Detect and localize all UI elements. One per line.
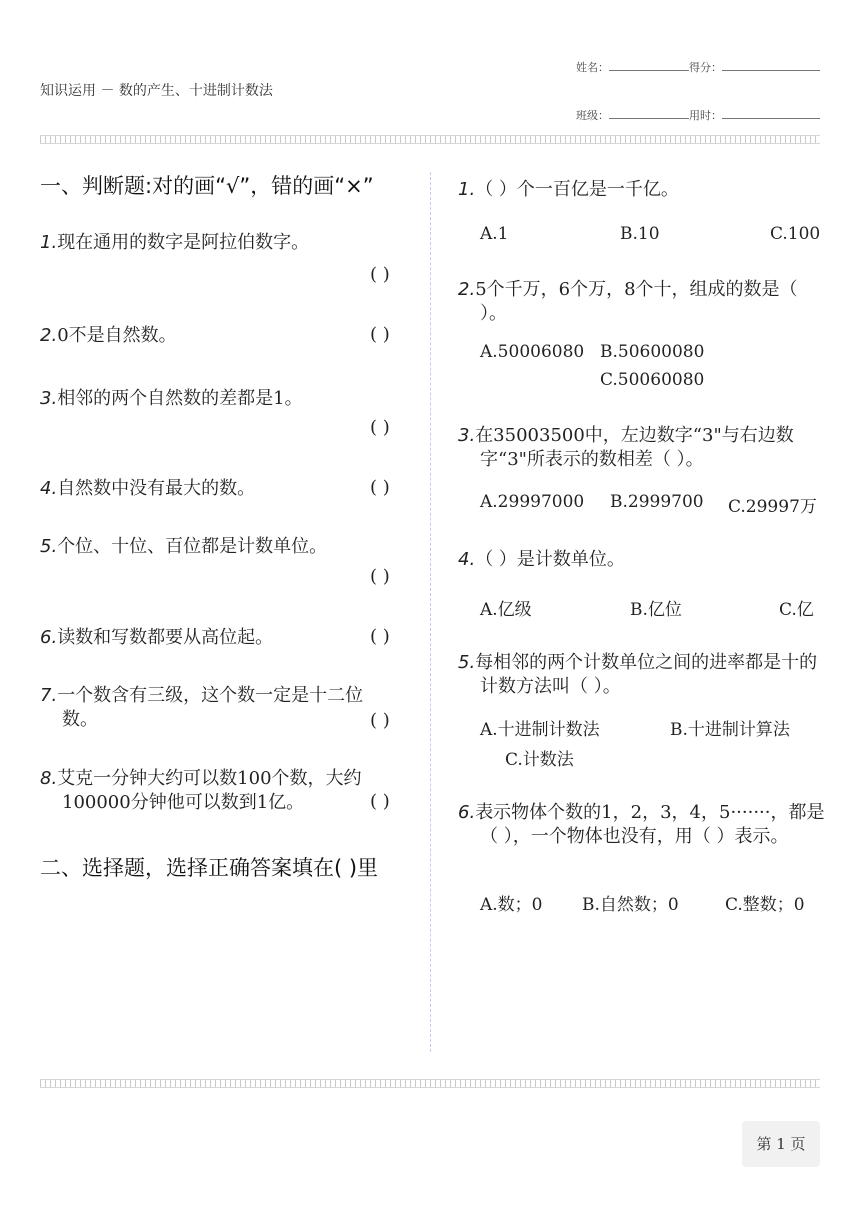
answer-paren-5[interactable]: ( ) (370, 566, 390, 587)
mc4-option-c[interactable]: C.亿 (779, 600, 814, 620)
bottom-border-pattern (40, 1079, 820, 1088)
question-text: 5个千万，6个万，8个十，组成的数是（ ）。 (475, 279, 798, 324)
item-text: 读数和写数都要从高位起。 (57, 627, 274, 648)
question-number: 2. (458, 279, 476, 300)
mc-question-5 (458, 651, 830, 699)
judge-item-1 (40, 231, 375, 255)
mc-question-4 (458, 548, 818, 572)
section2-title: 二、选择题，选择正确答案填在( )里 (40, 856, 379, 880)
judge-item-2 (40, 324, 375, 348)
judge-item-7 (40, 684, 392, 732)
top-border-pattern (40, 135, 820, 144)
time-blank[interactable] (722, 108, 820, 119)
item-number: 6. (40, 627, 58, 648)
item-number: 4. (40, 478, 58, 499)
question-number: 5. (458, 652, 476, 673)
judge-item-6 (40, 626, 375, 650)
mc2-option-a[interactable]: A.50006080 (480, 342, 585, 362)
item-text: 0不是自然数。 (57, 325, 177, 346)
item-number: 3. (40, 388, 58, 409)
question-text: 在35003500中，左边数字“3"与右边数字“3"所表示的数相差（ ）。 (475, 425, 794, 470)
mc2-option-b[interactable]: B.50600080 (600, 342, 705, 362)
name-field (576, 59, 820, 75)
mc5-option-b[interactable]: B.十进制计算法 (670, 720, 790, 740)
score-blank[interactable] (722, 60, 820, 71)
question-number: 4. (458, 549, 476, 570)
mc6-option-a[interactable]: A.数；0 (480, 895, 543, 915)
name-blank[interactable] (609, 60, 689, 71)
mc6-option-b[interactable]: B.自然数；0 (582, 895, 679, 915)
item-text: 相邻的两个自然数的差都是1。 (57, 388, 303, 409)
judge-item-3 (40, 387, 375, 411)
mc-question-1 (458, 178, 818, 202)
column-divider (430, 172, 431, 1052)
judge-item-5 (40, 535, 385, 559)
question-number: 3. (458, 425, 476, 446)
document-title: 知识运用 － 数的产生、十进制计数法 (40, 83, 273, 99)
item-text: 艾克一分钟大约可以数100个数，大约100000分钟他可以数到1亿。 (57, 768, 362, 813)
answer-paren-2[interactable]: ( ) (370, 324, 390, 345)
mc6-option-c[interactable]: C.整数；0 (725, 895, 805, 915)
answer-paren-7[interactable]: ( ) (370, 710, 390, 731)
mc2-option-c[interactable]: C.50060080 (600, 370, 705, 390)
name-label: 姓名： (576, 61, 609, 74)
time-label: 用时： (689, 109, 722, 122)
question-number: 6. (458, 802, 476, 823)
judge-item-8 (40, 767, 392, 815)
question-text: （ ）个一百亿是一千亿。 (475, 179, 679, 200)
mc5-option-c[interactable]: C.计数法 (505, 750, 574, 770)
page-number: 第 1 页 (742, 1121, 820, 1167)
item-number: 2. (40, 325, 58, 346)
class-field (576, 107, 820, 123)
mc5-option-a[interactable]: A.十进制计数法 (480, 720, 600, 740)
mc-question-3 (458, 424, 825, 472)
mc3-option-b[interactable]: B.2999700 (610, 492, 704, 512)
answer-paren-4[interactable]: ( ) (370, 477, 390, 498)
item-text: 现在通用的数字是阿拉伯数字。 (57, 232, 310, 253)
class-blank[interactable] (609, 108, 689, 119)
item-number: 7. (40, 685, 58, 706)
item-number: 5. (40, 536, 58, 557)
answer-paren-1[interactable]: ( ) (370, 264, 390, 285)
answer-paren-6[interactable]: ( ) (370, 626, 390, 647)
section1-title: 一、判断题:对的画“√”，错的画“×” (40, 174, 374, 198)
mc-question-6 (458, 801, 834, 849)
mc1-option-b[interactable]: B.10 (620, 224, 660, 244)
question-text: （ ）是计数单位。 (475, 549, 625, 570)
question-text: 每相邻的两个计数单位之间的进率都是十的计数方法叫（ ）。 (475, 652, 818, 697)
score-label: 得分： (689, 61, 722, 74)
mc3-option-c[interactable]: C.29997万 (728, 497, 817, 517)
mc-question-2 (458, 278, 825, 326)
question-number: 1. (458, 179, 476, 200)
mc4-option-b[interactable]: B.亿位 (630, 600, 682, 620)
mc1-option-c[interactable]: C.100 (770, 224, 821, 244)
answer-paren-3[interactable]: ( ) (370, 417, 390, 438)
mc3-option-a[interactable]: A.29997000 (480, 492, 585, 512)
item-number: 8. (40, 768, 58, 789)
answer-paren-8[interactable]: ( ) (370, 791, 390, 812)
item-text: 个位、十位、百位都是计数单位。 (57, 536, 328, 557)
question-text: 表示物体个数的1，2，3，4，5·······，都是（ ），一个物体也没有，用（ ）表示。 (475, 802, 825, 847)
item-text: 一个数含有三级，这个数一定是十二位数。 (57, 685, 364, 730)
mc4-option-a[interactable]: A.亿级 (480, 600, 532, 620)
class-label: 班级： (576, 109, 609, 122)
judge-item-4 (40, 477, 375, 501)
mc1-option-a[interactable]: A.1 (480, 224, 509, 244)
item-number: 1. (40, 232, 58, 253)
item-text: 自然数中没有最大的数。 (57, 478, 256, 499)
